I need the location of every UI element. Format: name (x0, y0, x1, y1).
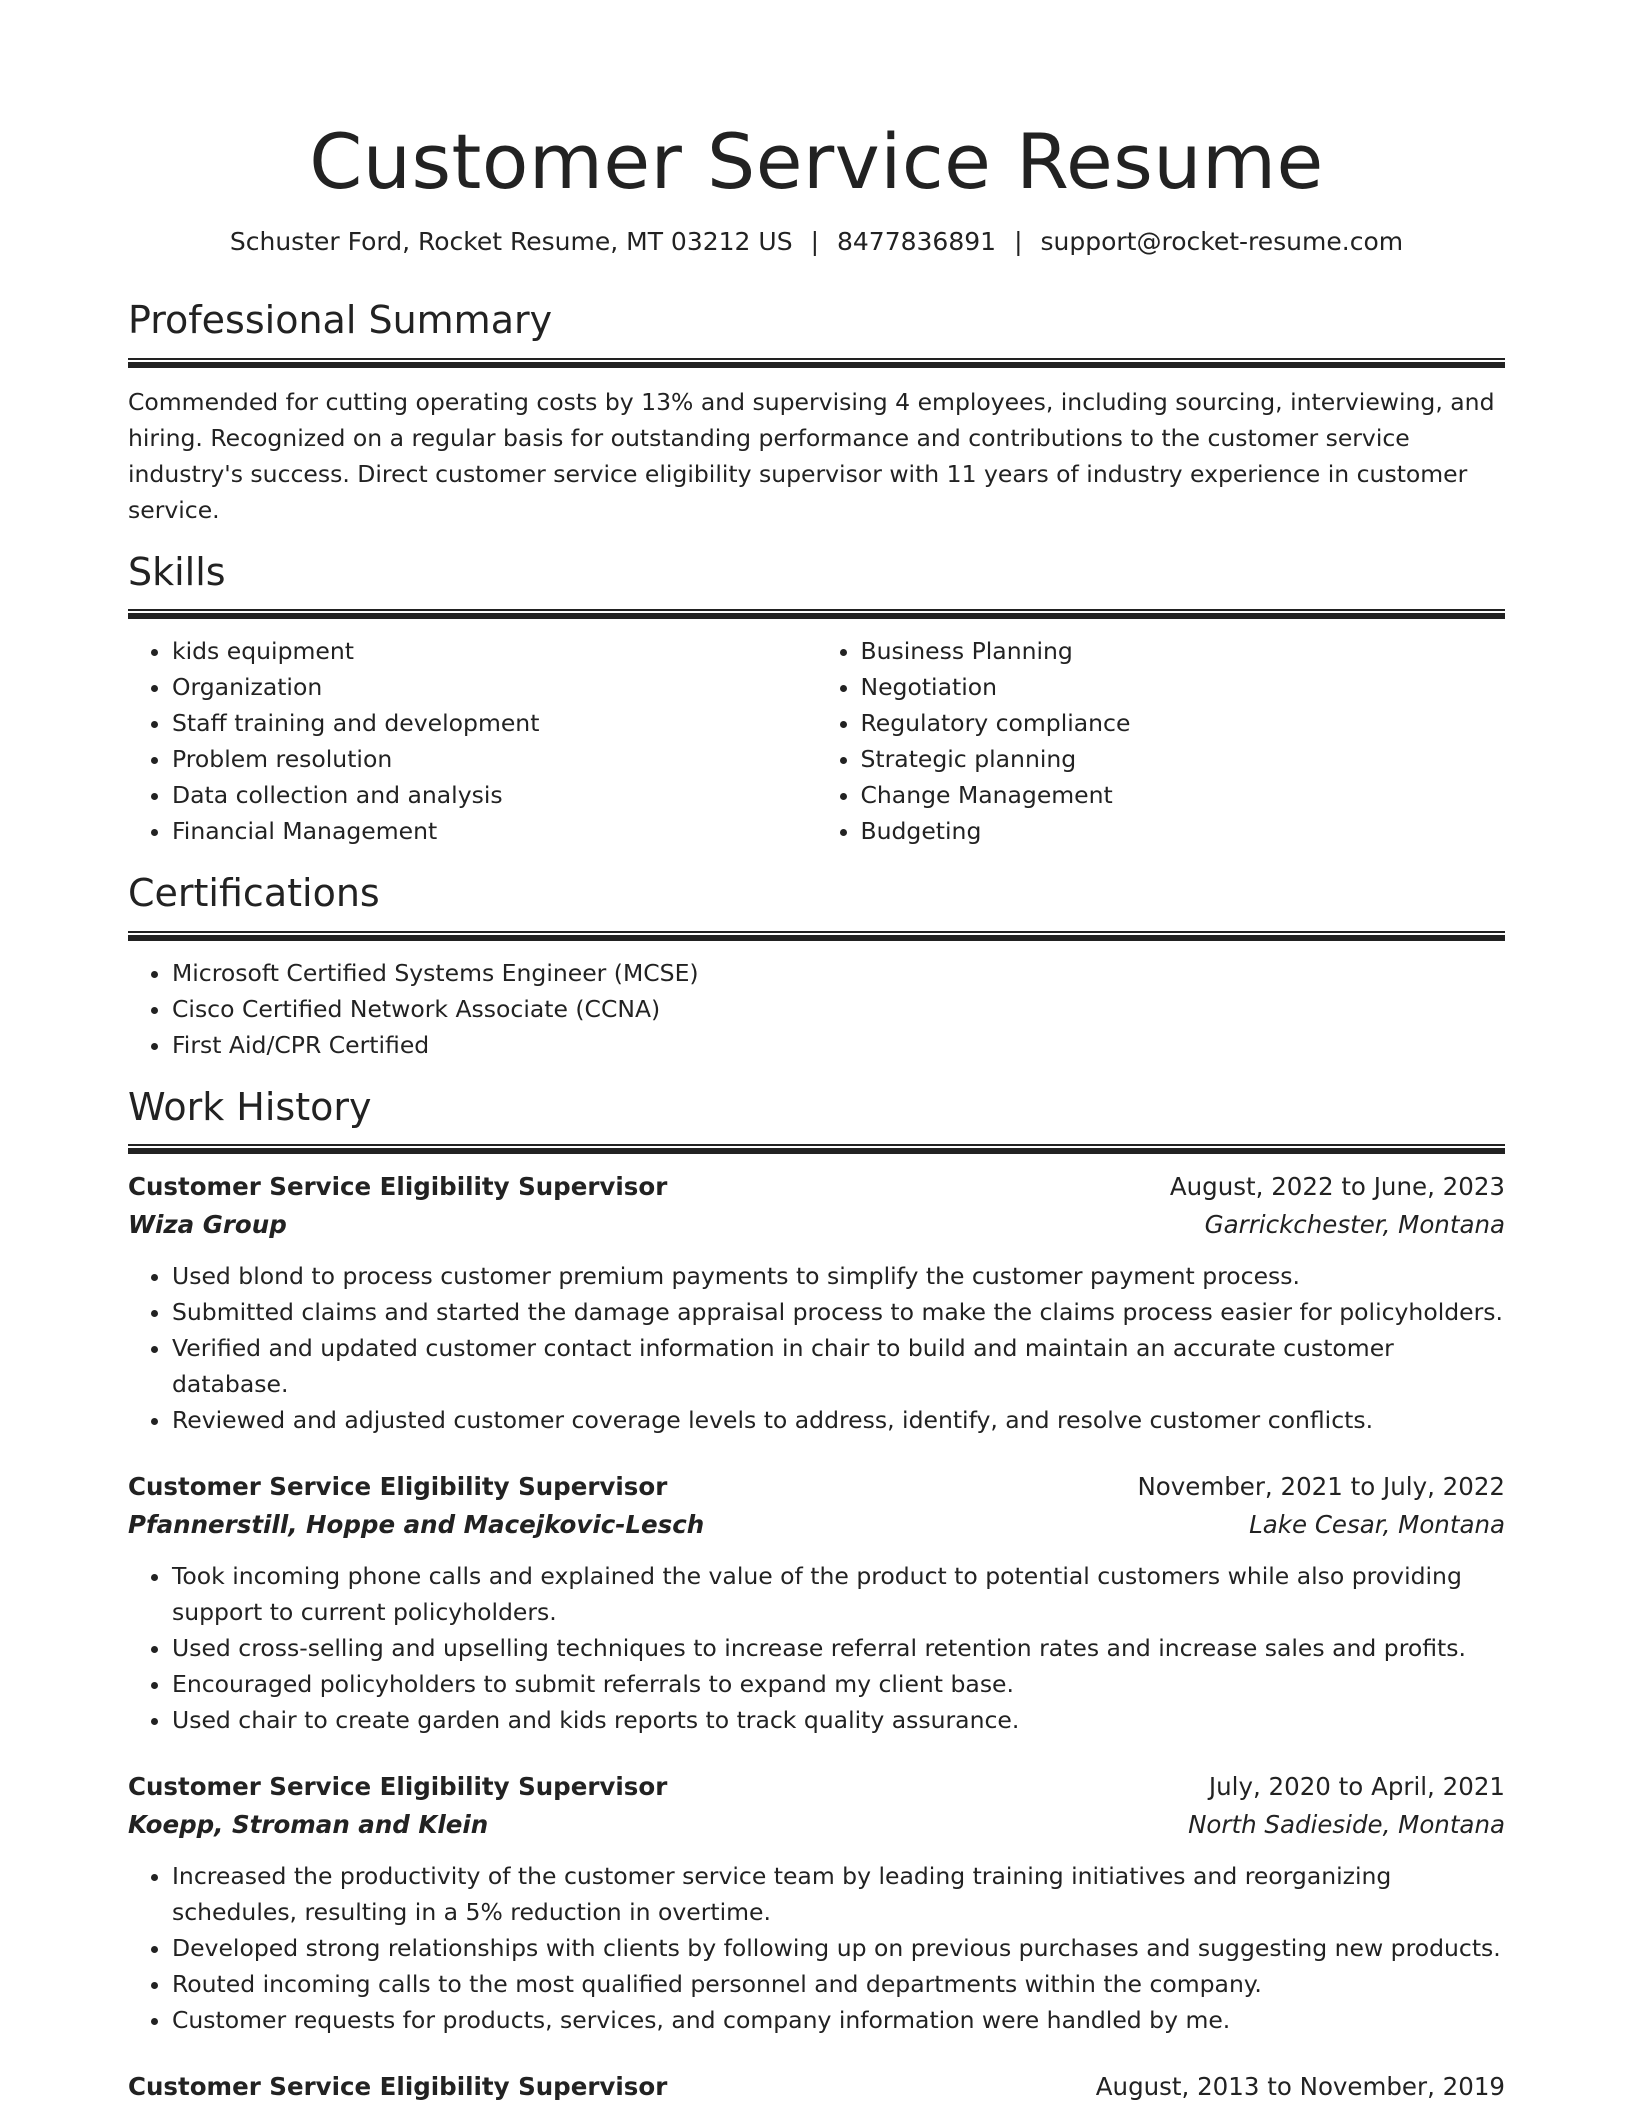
job-dates: November, 2021 to July, 2022 (1137, 1472, 1505, 1502)
skill-item: • kids equipment (172, 633, 817, 669)
job-location: North Sadieside, Montana (1188, 1810, 1505, 1840)
contact-phone: 8477836891 (837, 226, 997, 256)
resume-page (128, 0, 1505, 2106)
job-bullet: • Customer requests for products, services, and company information were handled by me. (172, 2002, 1505, 2038)
job-entry (128, 1468, 1505, 1738)
skills-columns (128, 633, 1505, 849)
job-title: Customer Service Eligibility Supervisor (128, 1772, 668, 1802)
section-heading-certifications: Certifications (128, 871, 380, 916)
section-heading-skills: Skills (128, 549, 226, 594)
job-dates: August, 2013 to November, 2019 (1095, 2072, 1505, 2102)
contact-separator: | (1014, 226, 1023, 256)
job-bullet: • Verified and updated customer contact information in chair to build and maintain an accurate customer database. (172, 1330, 1505, 1402)
job-title: Customer Service Eligibility Supervisor (128, 1172, 668, 1202)
contact-email: support@rocket-resume.com (1040, 226, 1404, 256)
job-company: Koepp, Stroman and Klein (128, 1810, 489, 1840)
skill-item: • Negotiation (861, 669, 1506, 705)
job-entry (128, 1768, 1505, 2038)
skill-item: • Regulatory compliance (861, 705, 1506, 741)
job-bullet-list (128, 1858, 1505, 2038)
job-header-row (128, 1168, 1505, 1206)
skill-item: • Strategic planning (861, 741, 1506, 777)
job-bullet-list (128, 1558, 1505, 1738)
summary-text: Commended for cutting operating costs by 13% and supervising 4 employees, including sourcing, interviewing, and hiring. Recognized on a regular basis for outstanding performance and contributions to the customer service industry's success. Direct customer service eligibility supervisor with 11 years of industry experience in customer service. (128, 387, 1495, 524)
contact-separator: | (810, 226, 819, 256)
skill-item: • Organization (172, 669, 817, 705)
skills-list-right (817, 633, 1506, 849)
skills-section (128, 550, 1505, 850)
job-bullet: • Encouraged policyholders to submit referrals to expand my client base. (172, 1666, 1505, 1702)
skill-item: • Problem resolution (172, 741, 817, 777)
summary-section (128, 298, 1505, 528)
job-dates: August, 2022 to June, 2023 (1169, 1172, 1505, 1202)
skill-item: • Financial Management (172, 813, 817, 849)
section-divider (128, 358, 1505, 368)
section-divider (128, 609, 1505, 619)
certification-item: • First Aid/CPR Certified (172, 1027, 1505, 1063)
job-location: Lake Cesar, Montana (1249, 1510, 1505, 1540)
section-divider (128, 931, 1505, 941)
job-bullet: • Used chair to create garden and kids reports to track quality assurance. (172, 1702, 1505, 1738)
job-dates: July, 2020 to April, 2021 (1208, 1772, 1505, 1802)
job-subheader-row (128, 1206, 1505, 1244)
job-bullet: • Took incoming phone calls and explained the value of the product to potential customers while also providing support to current policyholders. (172, 1558, 1505, 1630)
certification-item: • Cisco Certified Network Associate (CCNA) (172, 991, 1505, 1027)
job-bullet-list (128, 1258, 1505, 1438)
job-bullet: • Developed strong relationships with clients by following up on previous purchases and suggesting new products. (172, 1930, 1505, 1966)
skills-column-left (128, 633, 817, 849)
certification-item: • Microsoft Certified Systems Engineer (MCSE) (172, 955, 1505, 991)
skill-item: • Budgeting (861, 813, 1506, 849)
job-title: Customer Service Eligibility Supervisor (128, 2072, 668, 2102)
job-bullet: • Increased the productivity of the customer service team by leading training initiatives and reorganizing schedules, resulting in a 5% reduction in overtime. (172, 1858, 1505, 1930)
job-bullet: • Reviewed and adjusted customer coverage levels to address, identify, and resolve customer conflicts. (172, 1402, 1505, 1438)
section-heading-work-history: Work History (128, 1084, 372, 1129)
job-header-row (128, 1768, 1505, 1806)
contact-address: Schuster Ford, Rocket Resume, MT 03212 US (229, 226, 793, 256)
skill-item: • Change Management (861, 777, 1506, 813)
job-location: Garrickchester, Montana (1204, 1210, 1505, 1240)
resume-title: Customer Service Resume (309, 117, 1324, 206)
job-bullet: • Used blond to process customer premium payments to simplify the customer payment process. (172, 1258, 1505, 1294)
skill-item: • Data collection and analysis (172, 777, 817, 813)
job-bullet: • Routed incoming calls to the most qualified personnel and departments within the company. (172, 1966, 1505, 2002)
work-history-section (128, 1085, 1505, 2107)
certifications-list (128, 955, 1505, 1063)
job-bullet: • Used cross-selling and upselling techniques to increase referral retention rates and increase sales and profits. (172, 1630, 1505, 1666)
job-company: Pfannerstill, Hoppe and Macejkovic-Lesch (128, 1510, 705, 1540)
job-header-row (128, 2068, 1505, 2106)
section-heading-summary: Professional Summary (128, 298, 553, 343)
job-bullet: • Submitted claims and started the damage appraisal process to make the claims process easier for policyholders. (172, 1294, 1505, 1330)
job-entry (128, 1168, 1505, 1438)
contact-line (128, 226, 1505, 259)
skills-list-left (128, 633, 817, 849)
job-company: Wiza Group (128, 1210, 287, 1240)
job-header-row (128, 1468, 1505, 1506)
skills-column-right (817, 633, 1506, 849)
section-divider (128, 1144, 1505, 1154)
job-title: Customer Service Eligibility Supervisor (128, 1472, 668, 1502)
certifications-section (128, 871, 1505, 1063)
skill-item: • Staff training and development (172, 705, 817, 741)
job-subheader-row (128, 1506, 1505, 1544)
job-subheader-row (128, 1806, 1505, 1844)
job-entry (128, 2068, 1505, 2106)
skill-item: • Business Planning (861, 633, 1506, 669)
